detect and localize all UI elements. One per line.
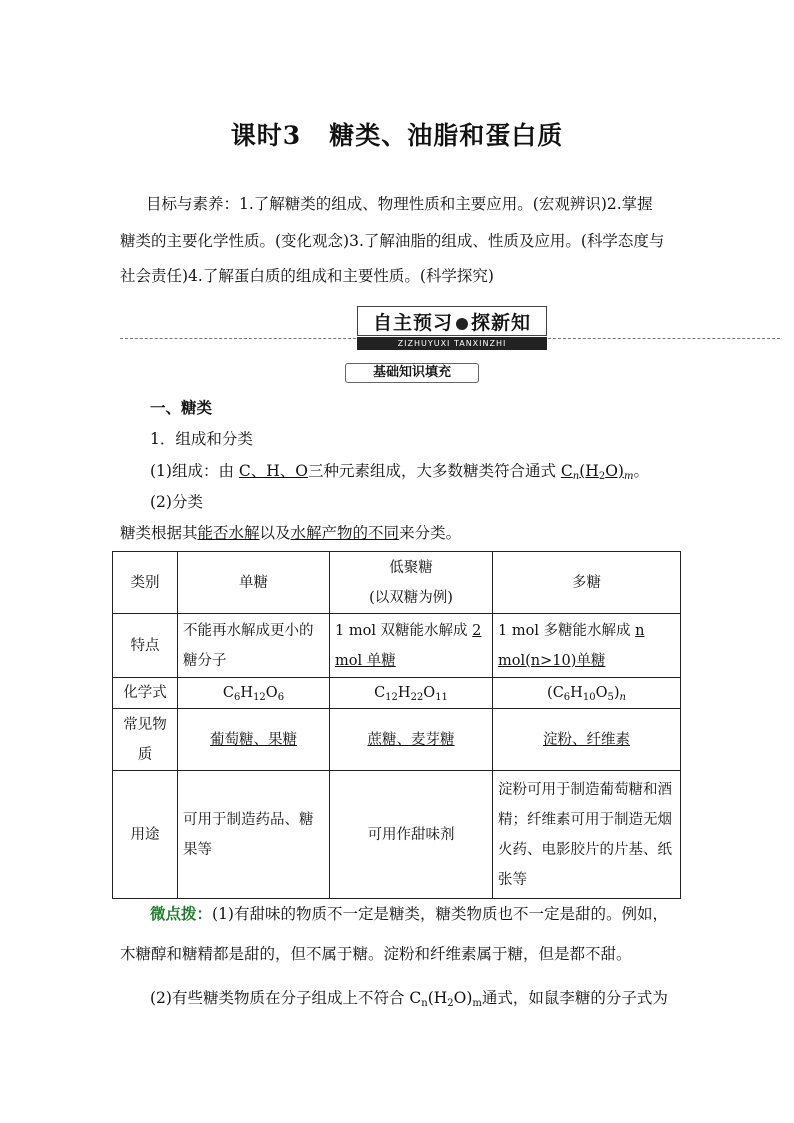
- heading-composition: 1．组成和分类: [150, 430, 253, 448]
- lesson-topic: 糖类、油脂和蛋白质: [329, 121, 564, 150]
- formula-oligo: $C_{12}H_{22}O_{11}$: [330, 678, 493, 709]
- formula-mono: $C_6H_{12}O_6$: [178, 678, 330, 709]
- section-banner: [357, 306, 547, 348]
- header-monosaccharide: 单糖: [178, 552, 330, 614]
- tip-line-2: 木糖醇和糖精都是甜的，但不属于糖。淀粉和纤维素属于糖，但是都不甜。: [120, 945, 632, 963]
- heading-sugars: 一、糖类: [150, 398, 213, 417]
- lesson-number: 课时3: [230, 121, 302, 150]
- header-category: 类别: [113, 552, 178, 614]
- objectives-line-1: 目标与素养：1.了解糖类的组成、物理性质和主要应用。(宏观辨识)2.掌握: [146, 195, 653, 213]
- page-title: [0, 116, 794, 152]
- tip-line-3: (2)有些糖类物质在分子组成上不符合 $C_n(H_2O)_m$通式，如鼠李糖的分子式为: [150, 989, 668, 1009]
- elements-answer: C、H、O: [238, 462, 308, 480]
- banner-pinyin: ZIZHUYUXI TANXINZHI: [357, 337, 547, 350]
- objectives-line-3: 社会责任)4.了解蛋白质的组成和主要性质。(科学探究): [120, 267, 494, 285]
- formula-poly: $(C_6H_{10}O_5)_n$: [493, 678, 681, 709]
- composition-line: (1)组成：由 C、H、O三种元素组成，大多数糖类符合通式 $C_n(H_2O)_m$。: [150, 462, 649, 482]
- general-formula: $C_n(H_2O)_m$: [560, 462, 634, 482]
- tip-line-1: 微点拨：(1)有甜味的物质不一定是糖类，糖类物质也不一定是甜的。例如，: [150, 904, 668, 923]
- banner-right-text: 探新知: [471, 312, 532, 334]
- tip-label: 微点拨：: [150, 904, 213, 923]
- table-row: 特点 不能再水解成更小的糖分子 1 mol 双糖能水解成 2 mol 单糖 1 mol 多糖能水解成 n mol(n>10)单糖: [113, 614, 681, 678]
- table-row: 用途 可用于制造药品、糖果等 可用作甜味剂 淀粉可用于制造葡萄糖和酒精；纤维素可用于制造无烟火药、电影胶片的片基、纸张等: [113, 771, 681, 899]
- sugar-classification-table: [112, 551, 681, 899]
- objectives-line-2: 糖类的主要化学性质。(变化观念)3.了解油脂的组成、性质及应用。(科学态度与: [120, 232, 665, 250]
- header-oligosaccharide: 低聚糖 (以双糖为例): [330, 552, 493, 614]
- banner-left-text: 自主预习: [372, 312, 453, 334]
- classification-heading: (2)分类: [150, 493, 203, 511]
- classification-basis: 糖类根据其能否水解以及水解产物的不同来分类。: [120, 524, 462, 542]
- table-row: 化学式 $C_6H_{12}O_6$ $C_{12}H_{22}O_{11}$ $(C_6H_{10}O_5)_n$: [113, 678, 681, 709]
- table-row: 常见物质 葡萄糖、果糖 蔗糖、麦芽糖 淀粉、纤维素: [113, 709, 681, 771]
- section-label: 基础知识填充: [345, 363, 479, 383]
- banner-divider-right: [548, 338, 780, 339]
- banner-divider-left: [120, 338, 356, 339]
- arrow-dot-icon: [456, 318, 468, 330]
- table-header-row: [113, 552, 681, 614]
- header-polysaccharide: 多糖: [493, 552, 681, 614]
